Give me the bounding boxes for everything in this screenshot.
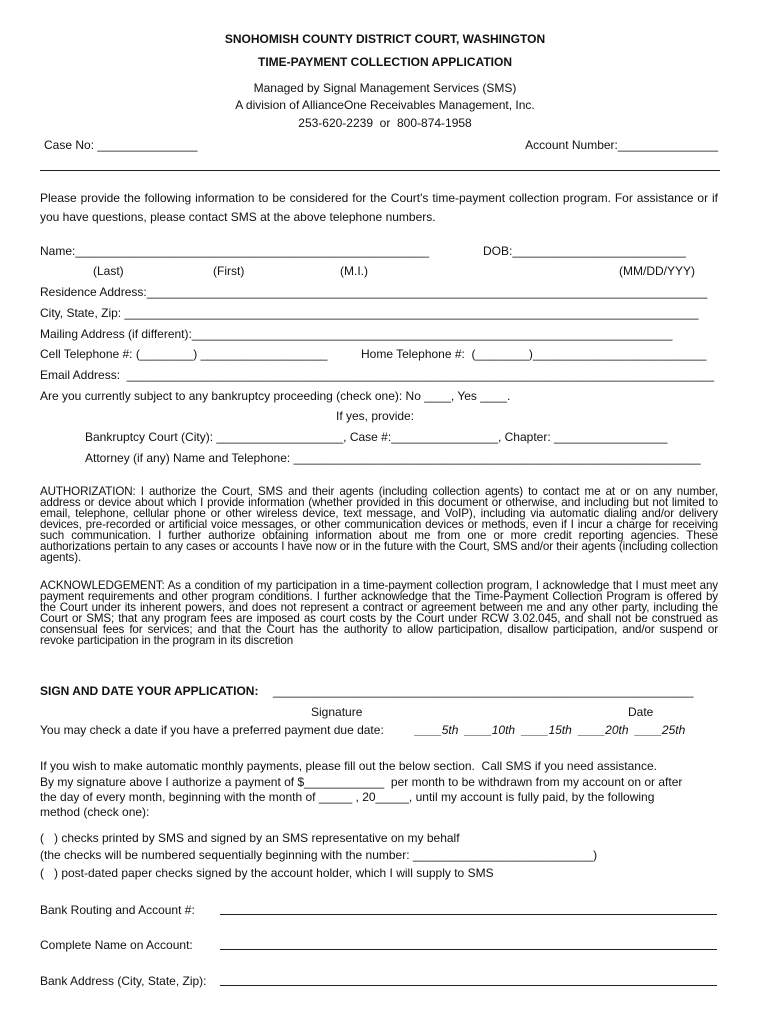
due-date-options[interactable]: ____5th ____10th ____15th ____20th ____25th [415, 723, 686, 737]
phone-numbers: 253-620-2239 or 800-874-1958 [298, 116, 472, 130]
due-date-prompt: You may check a date if you have a preferred payment due date: [40, 723, 384, 737]
middle-initial-label: (M.I.) [340, 264, 368, 278]
case-no-field[interactable]: Case No: _______________ [44, 138, 198, 152]
date-label: Date [628, 705, 654, 719]
division-line: A division of AllianceOne Receivables Management, Inc. [235, 98, 535, 112]
mailing-address-field[interactable]: Mailing Address (if different):________________________________________________________________________ [40, 327, 673, 341]
bankruptcy-court-field[interactable]: Bankruptcy Court (City): ___________________, Case #:________________, Chapter: _________________ [85, 430, 668, 444]
residence-address-field[interactable]: Residence Address:____________________________________________________________________________________ [40, 285, 708, 299]
attorney-field[interactable]: Attorney (if any) Name and Telephone: _____________________________________________________________ [85, 451, 701, 465]
auto-pay-intro: If you wish to make automatic monthly payments, please fill out the below section. Call SMS if you need assistance. [40, 759, 657, 773]
dob-field[interactable]: DOB:__________________________ [483, 244, 686, 258]
city-state-zip-field[interactable]: City, State, Zip: ______________________________________________________________________________________ [40, 306, 699, 320]
if-yes-label: If yes, provide: [336, 409, 415, 423]
last-name-label: (Last) [93, 264, 124, 278]
auto-pay-schedule[interactable]: the day of every month, beginning with the month of _____ , 20_____, until my account is fully paid, by the following [40, 790, 655, 804]
divider-line [40, 170, 720, 171]
auto-pay-method: method (check one): [40, 805, 150, 819]
acknowledgement-text: ACKNOWLEDGEMENT: As a condition of my participation in a time-payment collection program, I acknowledge that I must meet any payment requirements and other program conditions. I further acknowledge that the Time-Payment Collection Program is offered by the Court under its inherent powers, and does not represent a contract or agreement between me and any other party, including the Court or SMS; that any program fees are imposed as court costs by the Court under RCW 3.02.045, and shall not be construed as consensual fees for services; and that the Court has the authority to allow participation, disallow participation, and/or suspend or revoke participation in the program in its discretion [40, 579, 718, 647]
home-telephone-field[interactable]: Home Telephone #: (________)__________________________ [361, 347, 707, 361]
account-name-line[interactable] [220, 949, 717, 950]
name-field[interactable]: Name:_____________________________________________________ [40, 244, 430, 258]
bank-routing-label: Bank Routing and Account #: [40, 903, 195, 917]
managed-by: Managed by Signal Management Services (SMS) [253, 81, 517, 95]
sms-checks-option[interactable]: ( ) checks printed by SMS and signed by an SMS representative on my behalf [40, 831, 460, 845]
account-number-field[interactable]: Account Number:_______________ [525, 138, 718, 152]
bank-routing-line[interactable] [220, 914, 717, 915]
bank-address-label: Bank Address (City, State, Zip): [40, 974, 210, 988]
check-number-field[interactable]: (the checks will be numbered sequentially beginning with the number: ___________________________) [40, 848, 598, 862]
bank-address-line[interactable] [220, 985, 717, 986]
first-name-label: (First) [213, 264, 245, 278]
email-address-field[interactable]: Email Address: ________________________________________________________________________________________ [40, 368, 714, 382]
form-title: TIME-PAYMENT COLLECTION APPLICATION [258, 55, 512, 69]
bankruptcy-question[interactable]: Are you currently subject to any bankruptcy proceeding (check one): No ____, Yes ____. [40, 389, 511, 403]
account-name-label: Complete Name on Account: [40, 938, 193, 952]
signature-label: Signature [311, 705, 363, 719]
court-name: SNOHOMISH COUNTY DISTRICT COURT, WASHINGTON [224, 32, 546, 46]
dob-format-label: (MM/DD/YYY) [619, 264, 695, 278]
signature-line[interactable]: _______________________________________________________________ [273, 684, 694, 698]
authorization-text: AUTHORIZATION: I authorize the Court, SMS and their agents (including collection agents) to contact me at or on any number, address or device about which I provide information (whether provided in this document or otherwise, and including but not limited to email, telephone, cellular phone or other wireless device, text message, and VoIP), including via automatic dialing and/or delivery devices, pre-recorded or artificial voice messages, or other communication devices or methods, even if I incur a charge for receiving such communication. I further authorize obtaining information about me from one or more credit reporting agencies. These authorizations pertain to any cases or accounts I have now or in the future with the Court, SMS and/or their agents (including collection agents). [40, 485, 718, 564]
sign-heading: SIGN AND DATE YOUR APPLICATION: [40, 684, 262, 698]
cell-telephone-field[interactable]: Cell Telephone #: (________) ___________________ [40, 347, 328, 361]
intro-text: Please provide the following information to be considered for the Court's time-payment collection program. For assistance or if you have questions, please contact SMS at the above telephone numbers. [40, 191, 718, 224]
auto-pay-amount[interactable]: By my signature above I authorize a payment of $____________ per month to be withdrawn from my account on or after [40, 775, 683, 789]
post-dated-checks-option[interactable]: ( ) post-dated paper checks signed by the account holder, which I will supply to SMS [40, 866, 494, 880]
